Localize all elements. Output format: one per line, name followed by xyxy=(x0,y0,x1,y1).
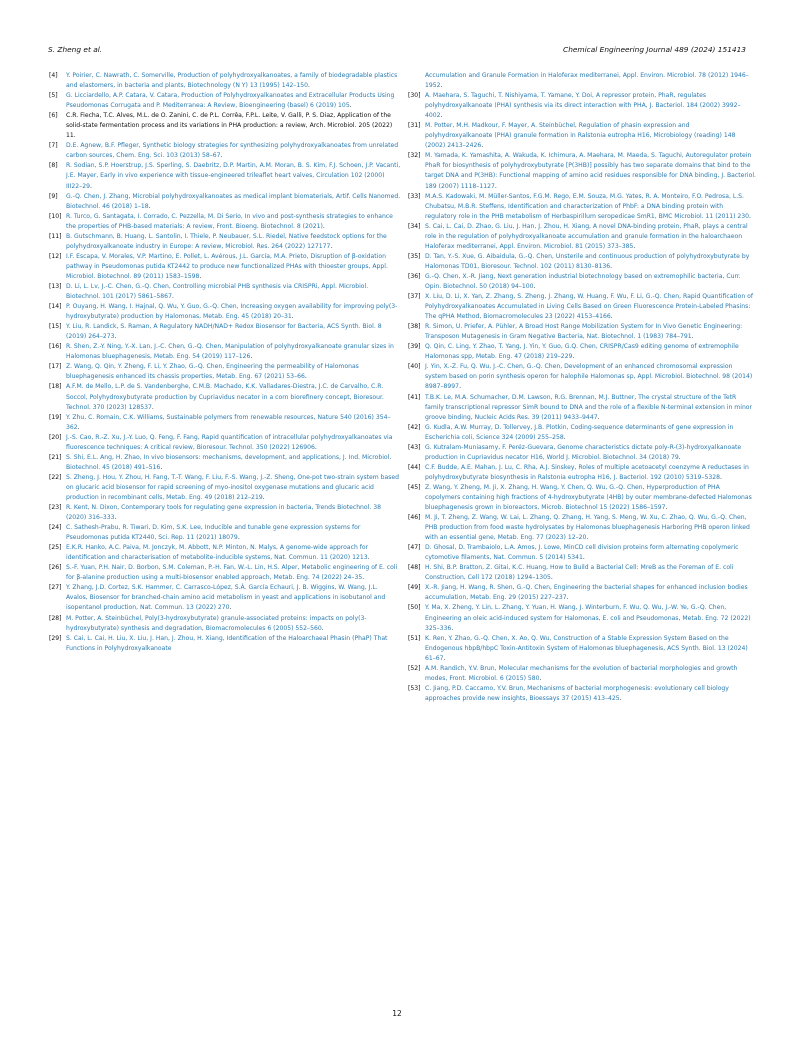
reference-period: . xyxy=(597,413,600,421)
reference-link[interactable]: T.B.K. Le, M.A. Schumacher, D.M. Lawson, R.G. Brennan, M.J. Buttner, The crystal structure of the TetR family transcriptional repressor SimR bound to DNA and the role of a flexible N-terminal extension in minor groove binding, Nucleic Acids Res. 39 (2011) 9433–9447 xyxy=(425,393,753,421)
reference-link[interactable]: A. Maehara, S. Taguchi, T. Nishiyama, T. Yamane, Y. Doi, A repressor protein, PhaR, regulates polyhydroxyalkanoate (PHA) synthesis via its direct interaction with PHA, J. Bacteriol. 184 (2002) 3992–4002 xyxy=(425,92,741,120)
reference-number: [13] xyxy=(49,282,62,290)
reference-link[interactable]: M. Potter, A. Steinbüchel, Poly(3-hydroxybutyrate) granule-associated proteins: impacts on poly(3-hydroxybutyrate) synthesis and degradation, Biomacromolecules 6 (2005) 552–560 xyxy=(66,614,367,632)
reference-item xyxy=(49,302,401,322)
reference-number: [9] xyxy=(49,192,58,200)
reference-link[interactable]: X.-R. Jiang, H. Wang, R. Shen, G.-Q. Chen, Engineering the bacterial shapes for enhanced inclusion bodies accumulation, Metab. Eng. 29 (2015) 227–237 xyxy=(425,584,748,602)
reference-item xyxy=(49,473,401,503)
reference-number: [50] xyxy=(408,604,421,612)
reference-number: [19] xyxy=(49,413,62,421)
reference-number: [10] xyxy=(49,212,62,220)
reference-link[interactable]: D. Ghosal, D. Trambaiolo, L.A. Amos, J. Lowe, MinCD cell division proteins form alternating copolymeric cytomotive filaments, Nat. Commun. 5 (2014) 5341 xyxy=(425,544,739,562)
reference-item xyxy=(49,382,401,412)
reference-number: [29] xyxy=(49,634,62,642)
reference-link[interactable]: I.F. Escapa, V. Morales, V.P. Martino, E. Pollet, L. Avérous, J.L. García, M.A. Prieto, Disruption of β-oxidation pathway in Pseudomonas putida KT2442 to produce new functionalized PHAs with thioester groups, Appl. Microbiol. Biotechnol. 89 (2011) 1583–1598 xyxy=(66,252,388,280)
reference-number: [34] xyxy=(408,222,421,230)
reference-link[interactable]: K. Ren, Y. Zhao, G.-Q. Chen, X. Ao, Q. Wu, Construction of a Stable Expression System Based on the Endogenous hbpB/hbpC Toxin-Antitoxin System of Halomonas bluephagenesis, ACS Synth. Biol. 13 (2024) 61–67 xyxy=(425,634,748,662)
reference-link[interactable]: G. Licciardello, A.P. Catara, V. Catara, Production of Polyhydroxyalkanoates and Extracellular Products Using Pseudomonas Corrugata and P. Mediterranea: A Review, Bioengineering (basel) 6 (2019) 105 xyxy=(66,92,395,110)
reference-number: [25] xyxy=(49,544,62,552)
reference-link[interactable]: Q. Qin, C. Ling, Y. Zhao, T. Yang, J. Yin, Y. Guo, G.Q. Chen, CRISPR/Cas9 editing genome of extremophile Halomonas spp, Metab. Eng. 47 (2018) 219–229 xyxy=(425,343,739,361)
reference-item xyxy=(408,483,756,513)
reference-number: [11] xyxy=(49,232,62,240)
reference-item xyxy=(49,362,401,382)
reference-link[interactable]: B. Gutschmann, B. Huang, L. Santolin, I. Thiele, P. Neubauer, S.L. Riedel, Native feedstock options for the polyhydroxyalkanoate industry in Europe: A review, Microbiol. Res. 264 (2022) 127177 xyxy=(66,232,387,250)
reference-number: [22] xyxy=(49,473,62,481)
reference-link[interactable]: S. Cai, L. Cai, H. Liu, X. Liu, J. Han, J. Zhou, H. Xiang, Identification of the Haloarchaeal Phasin (PhaP) That Functions in Polyhydroxyalkanoate xyxy=(66,634,388,652)
reference-period: . xyxy=(539,674,542,682)
reference-number: [46] xyxy=(408,514,421,522)
reference-item xyxy=(408,322,756,342)
reference-item xyxy=(49,543,401,563)
reference-number: [38] xyxy=(408,323,421,331)
reference-number: [14] xyxy=(49,303,62,311)
reference-period: . xyxy=(481,142,484,150)
reference-link[interactable]: R. Turco, G. Santagata, I. Corrado, C. Pezzella, M. Di Serio, In vivo and post-synthesis strategies to enhance the properties of PHB-based materials: A review, Front. Bioeng. Biotechnol. 8 (2021) xyxy=(66,212,393,230)
reference-number: [30] xyxy=(408,92,421,100)
reference-number: [48] xyxy=(408,564,421,572)
reference-item xyxy=(408,272,756,292)
reference-number: [49] xyxy=(408,584,421,592)
reference-number: [43] xyxy=(408,443,421,451)
reference-period: . xyxy=(291,313,294,321)
reference-item xyxy=(49,453,401,473)
reference-number: [39] xyxy=(408,343,421,351)
reference-period: . xyxy=(160,463,163,471)
reference-period: . xyxy=(308,82,310,90)
reference-item xyxy=(408,664,756,684)
reference-period: . xyxy=(321,624,324,632)
reference-link[interactable]: G. Kutralam-Muniasamy, F. Peréz-Guevara, Genome characteristics dictate poly-R-(3)-hydroxyalkanoate production in Cupriavidus necator H16, World J. Microbiol. Biotechnol. 34 (2018) 79 xyxy=(425,443,742,461)
reference-link[interactable]: R. Kent, N. Dixon, Contemporary tools for regulating gene expression in bacteria, Trends Biotechnol. 38 (2020) 316–333 xyxy=(66,504,381,522)
reference-item xyxy=(49,433,401,453)
reference-number: [17] xyxy=(49,363,62,371)
reference-item xyxy=(408,342,756,362)
reference-period: . xyxy=(678,453,681,461)
reference-item xyxy=(408,362,756,392)
reference-link[interactable]: A.M. Randich, Y.V. Brun, Molecular mechanisms for the evolution of bacterial morphologies and growth modes, Front. Microbiol. 6 (2015) 580 xyxy=(425,664,738,682)
reference-link[interactable]: G.-Q. Chen, X.-R. Jiang, Next generation industrial biotechnology based on extremophilic bacteria, Curr. Opin. Biotechnol. 50 (2018) 94–100 xyxy=(425,272,741,290)
reference-period: . xyxy=(220,152,223,160)
reference-item xyxy=(49,282,401,302)
reference-item xyxy=(408,423,756,443)
reference-item xyxy=(408,252,756,272)
reference-item xyxy=(49,413,401,433)
reference-number: [41] xyxy=(408,393,421,401)
reference-number: [28] xyxy=(49,614,62,622)
reference-link[interactable]: M. Ji, T. Zheng, Z. Wang, W. Lai, L. Zhang, Q. Zhang, H. Yang, S. Meng, W. Xu, C. Zhao, Q. Wu, G.-Q. Chen, PHB production from food waste hydrolysates by Halomonas bluephagenesis Harboring PHB operon linked with an essential gene, Metab. Eng. 77 (2023) 12–20 xyxy=(425,514,750,542)
reference-number: [20] xyxy=(49,433,62,441)
reference-link[interactable]: D. Tan, Y.-S. Xue, G. Aibaidula, G.-Q. Chen, Unsterile and continuous production of polyhydroxybutyrate by Halomonas TD01, Bioresour. Technol. 102 (2011) 8130–8136 xyxy=(425,252,750,270)
reference-period: . xyxy=(349,102,352,110)
reference-link[interactable]: A.F.M. de Mello, L.P. de S. Vandenberghe, C.M.B. Machado, K.K. Valladares-Diestra, J.C. de Carvalho, C.R. Soccol, Polyhydroxybutyrate production by Cupriavidus necator in a corn biorefinery concept, Bioresour. Technol. 370 (2023) 128537 xyxy=(66,383,384,411)
reference-link[interactable]: G. Kudla, A.W. Murray, D. Tollervey, J.B. Plotkin, Coding-sequence determinants of gene expression in Escherichia coli, Science 324 (2009) 255–258 xyxy=(425,423,734,441)
reference-number: [27] xyxy=(49,584,62,592)
references-column-right xyxy=(408,71,756,704)
reference-link[interactable]: S. Zheng, J. Hou, Y. Zhou, H. Fang, T.-T. Wang, F. Liu, F.-S. Wang, J.-Z. Sheng, One-pot two-strain system based on glucaric acid biosensor for rapid screening of myo-inositol oxygenase mutations and glucaric acid production in recombinant cells, Metab. Eng. 49 (2018) 212–219 xyxy=(66,473,400,501)
reference-item xyxy=(408,513,756,543)
reference-link[interactable]: J.-S. Cao, R.-Z. Xu, J.-Y. Luo, Q. Feng, F. Fang, Rapid quantification of intracellular polyhydroxyalkanoates via fluorescence techniques: A critical review, Bioresour. Technol. 350 (2022) 126906 xyxy=(66,433,393,451)
reference-link[interactable]: M. Potter, M.H. Madkour, F. Mayer, A. Steinbüchel, Regulation of phasin expression and polyhydroxyalkanoate (PHA) granule formation in Ralstonia eutropha H16, Microbiology (reading) 148 (2002) 2413–2426 xyxy=(425,122,736,150)
reference-link[interactable]: S. Shi, E.L. Ang, H. Zhao, In vivo biosensors: mechanisms, development, and applications, J. Ind. Microbiol. Biotechnol. 45 (2018) 491–516 xyxy=(66,453,392,471)
reference-link[interactable]: C. Jiang, P.D. Caccamo, Y.V. Brun, Mechanisms of bacterial morphogenesis: evolutionary cell biology approaches provide new insights, Bioessays 37 (2015) 413–425 xyxy=(425,684,729,702)
journal-header: Chemical Engineering Journal 489 (2024) 151413 xyxy=(563,45,746,54)
reference-link[interactable]: Accumulation and Granule Formation in Haloferax mediterranei, Appl. Environ. Microbiol. 78 (2012) 1946–1952 xyxy=(425,72,749,90)
reference-link: C.R. Fiecha, T.C. Alves, M.L. de O. Zanini, C. de P.L. Corrêa, F.P.L. Leite, V. Galli, P. S. Diaz, Application of the solid-state fermentation process and its variations in PHA production: a review, Arch. Microbiol. 205 (2022) 11 xyxy=(66,112,393,140)
reference-item xyxy=(49,111,401,141)
reference-item xyxy=(49,614,401,634)
reference-number: [33] xyxy=(408,192,421,200)
reference-link[interactable]: E.K.R. Hanko, A.C. Paiva, M. Jonczyk, M. Abbott, N.P. Minton, N. Malys, A genome-wide approach for identification and characterisation of metabolite-inducible systems, Nat. Commun. 11 (2020) 1213 xyxy=(66,544,369,562)
reference-period: . xyxy=(440,112,443,120)
reference-period: . xyxy=(719,473,722,481)
reference-period: . xyxy=(314,443,317,451)
reference-link[interactable]: X. Liu, D. Li, X. Yan, Z. Zhang, S. Zheng, J. Zhang, W. Huang, F. Wu, F. Li, G.-Q. Chen, Rapid Quantification of Polyhydroxyalkanoates Accumulated in Living Cells Based on Green Fluorescence Protein-Labeled Phasins: The qPHA Method, Biomacromolecules 23 (2022) 4153–4166 xyxy=(425,293,753,321)
reference-period: . xyxy=(322,222,325,230)
reference-link[interactable]: Z. Wang, Y. Zheng, M. Ji, X. Zhang, H. Wang, Y. Chen, Q. Wu, G.-Q. Chen, Hyperproduction of PHA copolymers containing high fractions of 4-hydroxybutyrate (4HB) by outer membrane-defected Halomonas bluephagenesis grown in bioreactors, Microb. Biotechnol 15 (2022) 1586–1597 xyxy=(425,483,752,512)
reference-number: [45] xyxy=(408,483,421,491)
reference-link[interactable]: Y. Ma, X. Zheng, Y. Lin, L. Zhang, Y. Yuan, H. Wang, J. Winterburn, F. Wu, Q. Wu, J.-W. Ye, G.-Q. Chen, Engineering an oleic acid-induced system for Halomonas, E. coli and Pseudomonas, Metab. Eng. 72 (2022) 325–336 xyxy=(425,604,751,632)
reference-item xyxy=(49,523,401,543)
reference-number: [42] xyxy=(408,423,421,431)
reference-period: . xyxy=(633,242,636,250)
reference-number: [7] xyxy=(49,142,58,150)
reference-period: . xyxy=(582,554,585,562)
reference-number: [44] xyxy=(408,463,421,471)
page-number: 12 xyxy=(392,1009,402,1018)
reference-item xyxy=(408,443,756,463)
reference-period: . xyxy=(443,654,446,662)
reference-period: . xyxy=(148,202,151,210)
reference-item xyxy=(408,634,756,664)
reference-item xyxy=(408,222,756,252)
reference-item xyxy=(49,212,401,232)
reference-period: . xyxy=(330,242,333,250)
reference-number: [53] xyxy=(408,684,421,692)
reference-link[interactable]: R. Simon, U. Priefer, A. Pühler, A Broad Host Range Mobilization System for In Vivo Genetic Engineering: Transposon Mutagenesis in Gram Negative Bacteria, Nat. Biotechnol. 1 (1983) 784–791 xyxy=(425,323,743,341)
reference-period: . xyxy=(572,353,575,361)
reference-number: [6] xyxy=(49,112,58,120)
reference-item xyxy=(49,71,401,91)
reference-link[interactable]: H. Shi, B.P. Bratton, Z. Gitai, K.C. Huang, How to Build a Bacterial Cell: MreB as the Foreman of E. coli Construction, Cell 172 (2018) 1294–1305 xyxy=(425,564,734,582)
reference-item xyxy=(408,192,756,222)
reference-number: [40] xyxy=(408,363,421,371)
reference-item xyxy=(408,393,756,423)
reference-link[interactable]: R. Sodian, S.P. Hoerstrup, J.S. Sperling, S. Daebritz, D.P. Martin, A.M. Moran, B. S. Kim, F.J. Schoen, J.P. Vacanti, J.E. Mayer, Early in vivo experience with tissue-engineered trileaflet heart valves, Circulation 102 (2000) III22–29 xyxy=(66,162,401,190)
reference-number: [32] xyxy=(408,152,421,160)
reference-link[interactable]: C.F. Budde, A.E. Mahan, J. Lu, C. Rha, A.J. Sinskey, Roles of multiple acetoacetyl coenzyme A reductases in polyhydroxybutyrate biosynthesis in Ralstonia eutropha H16, J. Bacteriol. 192 (2010) 5319–5328 xyxy=(425,463,749,481)
reference-link[interactable]: M. Yamada, K. Yamashita, A. Wakuda, K. Ichimura, A. Maehara, M. Maeda, S. Taguchi, Autoregulator protein PhaR for biosynthesis of polyhydroxybutyrate [P(3HB)] possibly has two separate domains that bind to the target DNA and P(3HB): Functional mapping of amino acid residues responsible for DNA binding, J. Bacteriol. 189 (2007) 1118–1127 xyxy=(425,152,756,190)
reference-period: . xyxy=(619,694,622,702)
reference-number: [24] xyxy=(49,524,62,532)
reference-item xyxy=(49,232,401,252)
reference-continuation[interactable]: Accumulation and Granule Formation in Haloferax mediterranei, Appl. Environ. Microbiol. 78 (2012) 1946–1952. xyxy=(425,72,749,90)
reference-link[interactable]: C. Sathesh-Prabu, R. Tiwari, D. Kim, S.K. Lee, Inducible and tunable gene expression systems for Pseudomonas putida KT2440, Sci. Rep. 11 (2021) 18079 xyxy=(66,524,361,542)
reference-link[interactable]: D. Li, L. Lv, J.-C. Chen, G.-Q. Chen, Controlling microbial PHB synthesis via CRISPRi, Appl. Microbiol. Biotechnol. 101 (2017) 5861–5867 xyxy=(66,282,369,301)
reference-period: . xyxy=(749,212,751,220)
references-column-left xyxy=(49,71,401,654)
reference-item xyxy=(408,543,756,563)
reference-link[interactable]: S.-F. Yuan, P.H. Nair, D. Borbon, S.M. Coleman, P.-H. Fan, W.-L. Lin, H.S. Alper, Metabolic engineering of E. coli for β-alanine production using a multi-biosensor enabled approach, Metab. Eng. 74 (2022) 24–35 xyxy=(66,564,398,582)
reference-number: [51] xyxy=(408,634,421,642)
reference-item xyxy=(49,91,401,111)
reference-link[interactable]: G.-Q. Chen, J. Zhang, Microbial polyhydroxyalkanoates as medical implant biomaterials, Artif. Cells Nanomed. Biotechnol. 46 (2018) 1–18 xyxy=(66,192,401,210)
reference-period: . xyxy=(304,373,307,381)
reference-period: . xyxy=(77,423,80,431)
reference-item xyxy=(408,583,756,603)
reference-item xyxy=(408,121,756,151)
author-header: S. Zheng et al. xyxy=(48,45,103,54)
reference-period: . xyxy=(610,262,613,270)
reference-period: . xyxy=(367,554,370,562)
reference-period: . xyxy=(550,574,553,582)
reference-link[interactable]: S. Cai, L. Cai, D. Zhao, G. Liu, J. Han, J. Zhou, H. Xiang, A novel DNA-binding protein, PhaR, plays a central role in the regulation of polyhydroxyalkanoate accumulation and granule formation in the haloarchaeon Haloferax mediterranei, Appl. Environ. Microbiol. 81 (2015) 373–385 xyxy=(425,222,748,250)
reference-period: . xyxy=(262,493,265,501)
reference-number: [35] xyxy=(408,252,421,260)
reference-item xyxy=(49,503,401,523)
reference-link[interactable]: Y. Zhu, C. Romain, C.K. Williams, Sustainable polymers from renewable resources, Nature 540 (2016) 354–362 xyxy=(66,413,391,431)
reference-number: [5] xyxy=(49,92,58,100)
reference-period: . xyxy=(533,282,536,290)
reference-item xyxy=(49,342,401,362)
reference-number: [31] xyxy=(408,122,421,130)
reference-number: [37] xyxy=(408,293,421,301)
reference-number: [15] xyxy=(49,323,62,331)
reference-period: . xyxy=(665,504,668,512)
reference-number: [36] xyxy=(408,272,421,280)
reference-item xyxy=(49,563,401,583)
reference-period: . xyxy=(237,534,240,542)
reference-period: . xyxy=(151,403,154,411)
reference-item xyxy=(49,192,401,212)
reference-period: . xyxy=(563,433,566,441)
reference-link[interactable]: Y. Zhang, J.D. Cortez, S.K. Hammer, C. Carrasco-López, S.Á. García Echauri, J. B. Wiggins, W. Wang, J.L. Avalos, Biosensor for branched-chain amino acid metabolism in yeast and applications in isobutanol and isopentanol production, Nat. Commun. 13 (2022) 270 xyxy=(66,584,386,612)
reference-period: . xyxy=(199,272,202,280)
reference-period: . xyxy=(229,604,232,612)
reference-link[interactable]: Y. Liu, R. Landick, S. Raman, A Regulatory NADH/NAD+ Redox Biosensor for Bacteria, ACS Synth. Biol. 8 (2019) 264–273 xyxy=(66,323,382,341)
reference-period: . xyxy=(114,514,117,522)
reference-item xyxy=(408,151,756,191)
reference-item xyxy=(408,563,756,583)
reference-item xyxy=(408,603,756,633)
reference-item xyxy=(49,634,401,654)
reference-item xyxy=(408,91,756,121)
reference-period: . xyxy=(114,333,117,341)
reference-link[interactable]: D.E. Agnew, B.F. Pfleger, Synthetic biology strategies for synthesizing polyhydroxyalkanoates from unrelated carbon sources, Chem. Eng. Sci. 103 (2013) 58–67 xyxy=(66,142,399,160)
reference-period: . xyxy=(250,353,253,361)
reference-number: [21] xyxy=(49,453,62,461)
reference-item xyxy=(49,161,401,191)
reference-link[interactable]: M.A.S. Kadowaki, M. Müller-Santos, F.G.M. Rego, E.M. Souza, M.G. Yates, R. A. Monteiro, F.O. Pedrosa, L.S. Chubatsu, M.B.R. Steffens, Identification and characterization of PhbF: a DNA binding protein with regulatory role in the PHB metabolism of Herbaspirillum seropedicae SmR1, BMC Microbiol. 11 (2011) 230 xyxy=(425,192,750,220)
reference-item xyxy=(49,583,401,613)
reference-period: . xyxy=(73,132,76,140)
reference-link[interactable]: J. Yin, X.-Z. Fu, Q. Wu, J.-C. Chen, G.-Q. Chen, Development of an enhanced chromosomal expression system based on porin synthesis operon for halophile Halomonas sp, Appl. Microbiol. Biotechnol. 98 (2014) 8987–8997 xyxy=(425,363,753,391)
reference-item xyxy=(49,322,401,342)
reference-period: . xyxy=(171,293,174,301)
reference-number: [8] xyxy=(49,162,58,170)
reference-period: . xyxy=(459,383,462,391)
reference-period: . xyxy=(566,594,569,602)
reference-link[interactable]: R. Shen, Z.-Y. Ning, Y.-X. Lan, J.-C. Chen, G.-Q. Chen, Manipulation of polyhydroxyalkanoate granular sizes in Halomonas bluephagenesis, Metab. Eng. 54 (2019) 117–126 xyxy=(66,343,394,361)
reference-period: . xyxy=(494,182,497,190)
reference-period: . xyxy=(586,534,589,542)
reference-link[interactable]: Z. Wang, Q. Qin, Y. Zheng, F. Li, Y. Zhao, G.-Q. Chen, Engineering the permeability of Halomonas bluephagenesis enhanced its chassis properties, Metab. Eng. 67 (2021) 53–66 xyxy=(66,363,359,381)
reference-item xyxy=(408,292,756,322)
reference-link[interactable]: Y. Poirier, C. Nawrath, C. Somerville, Production of polyhydroxyalkanoates, a family of biodegradable plastics and elastomers, in bacteria and plants, Biotechnology (N Y) 13 (1995) 142–150 xyxy=(66,72,398,90)
reference-period: . xyxy=(362,574,365,582)
reference-number: [4] xyxy=(49,72,58,79)
reference-link[interactable]: P. Ouyang, H. Wang, I. Hajnal, Q. Wu, Y. Guo, G.-Q. Chen, Increasing oxygen availability for improving poly(3-hydroxybutyrate) production by Halomonas, Metab. Eng. 45 (2018) 20–31 xyxy=(66,303,398,321)
reference-number: [47] xyxy=(408,544,421,552)
reference-item xyxy=(408,463,756,483)
reference-number: [18] xyxy=(49,383,62,391)
reference-item xyxy=(408,684,756,704)
reference-item xyxy=(49,141,401,161)
reference-period: . xyxy=(691,333,694,341)
reference-number: [26] xyxy=(49,564,62,572)
reference-number: [52] xyxy=(408,664,421,672)
reference-item xyxy=(49,252,401,282)
reference-number: [12] xyxy=(49,252,62,260)
reference-number: [16] xyxy=(49,343,62,351)
reference-number: [23] xyxy=(49,504,62,512)
reference-period: . xyxy=(451,624,454,632)
reference-period: . xyxy=(610,313,613,321)
reference-period: . xyxy=(89,182,92,190)
